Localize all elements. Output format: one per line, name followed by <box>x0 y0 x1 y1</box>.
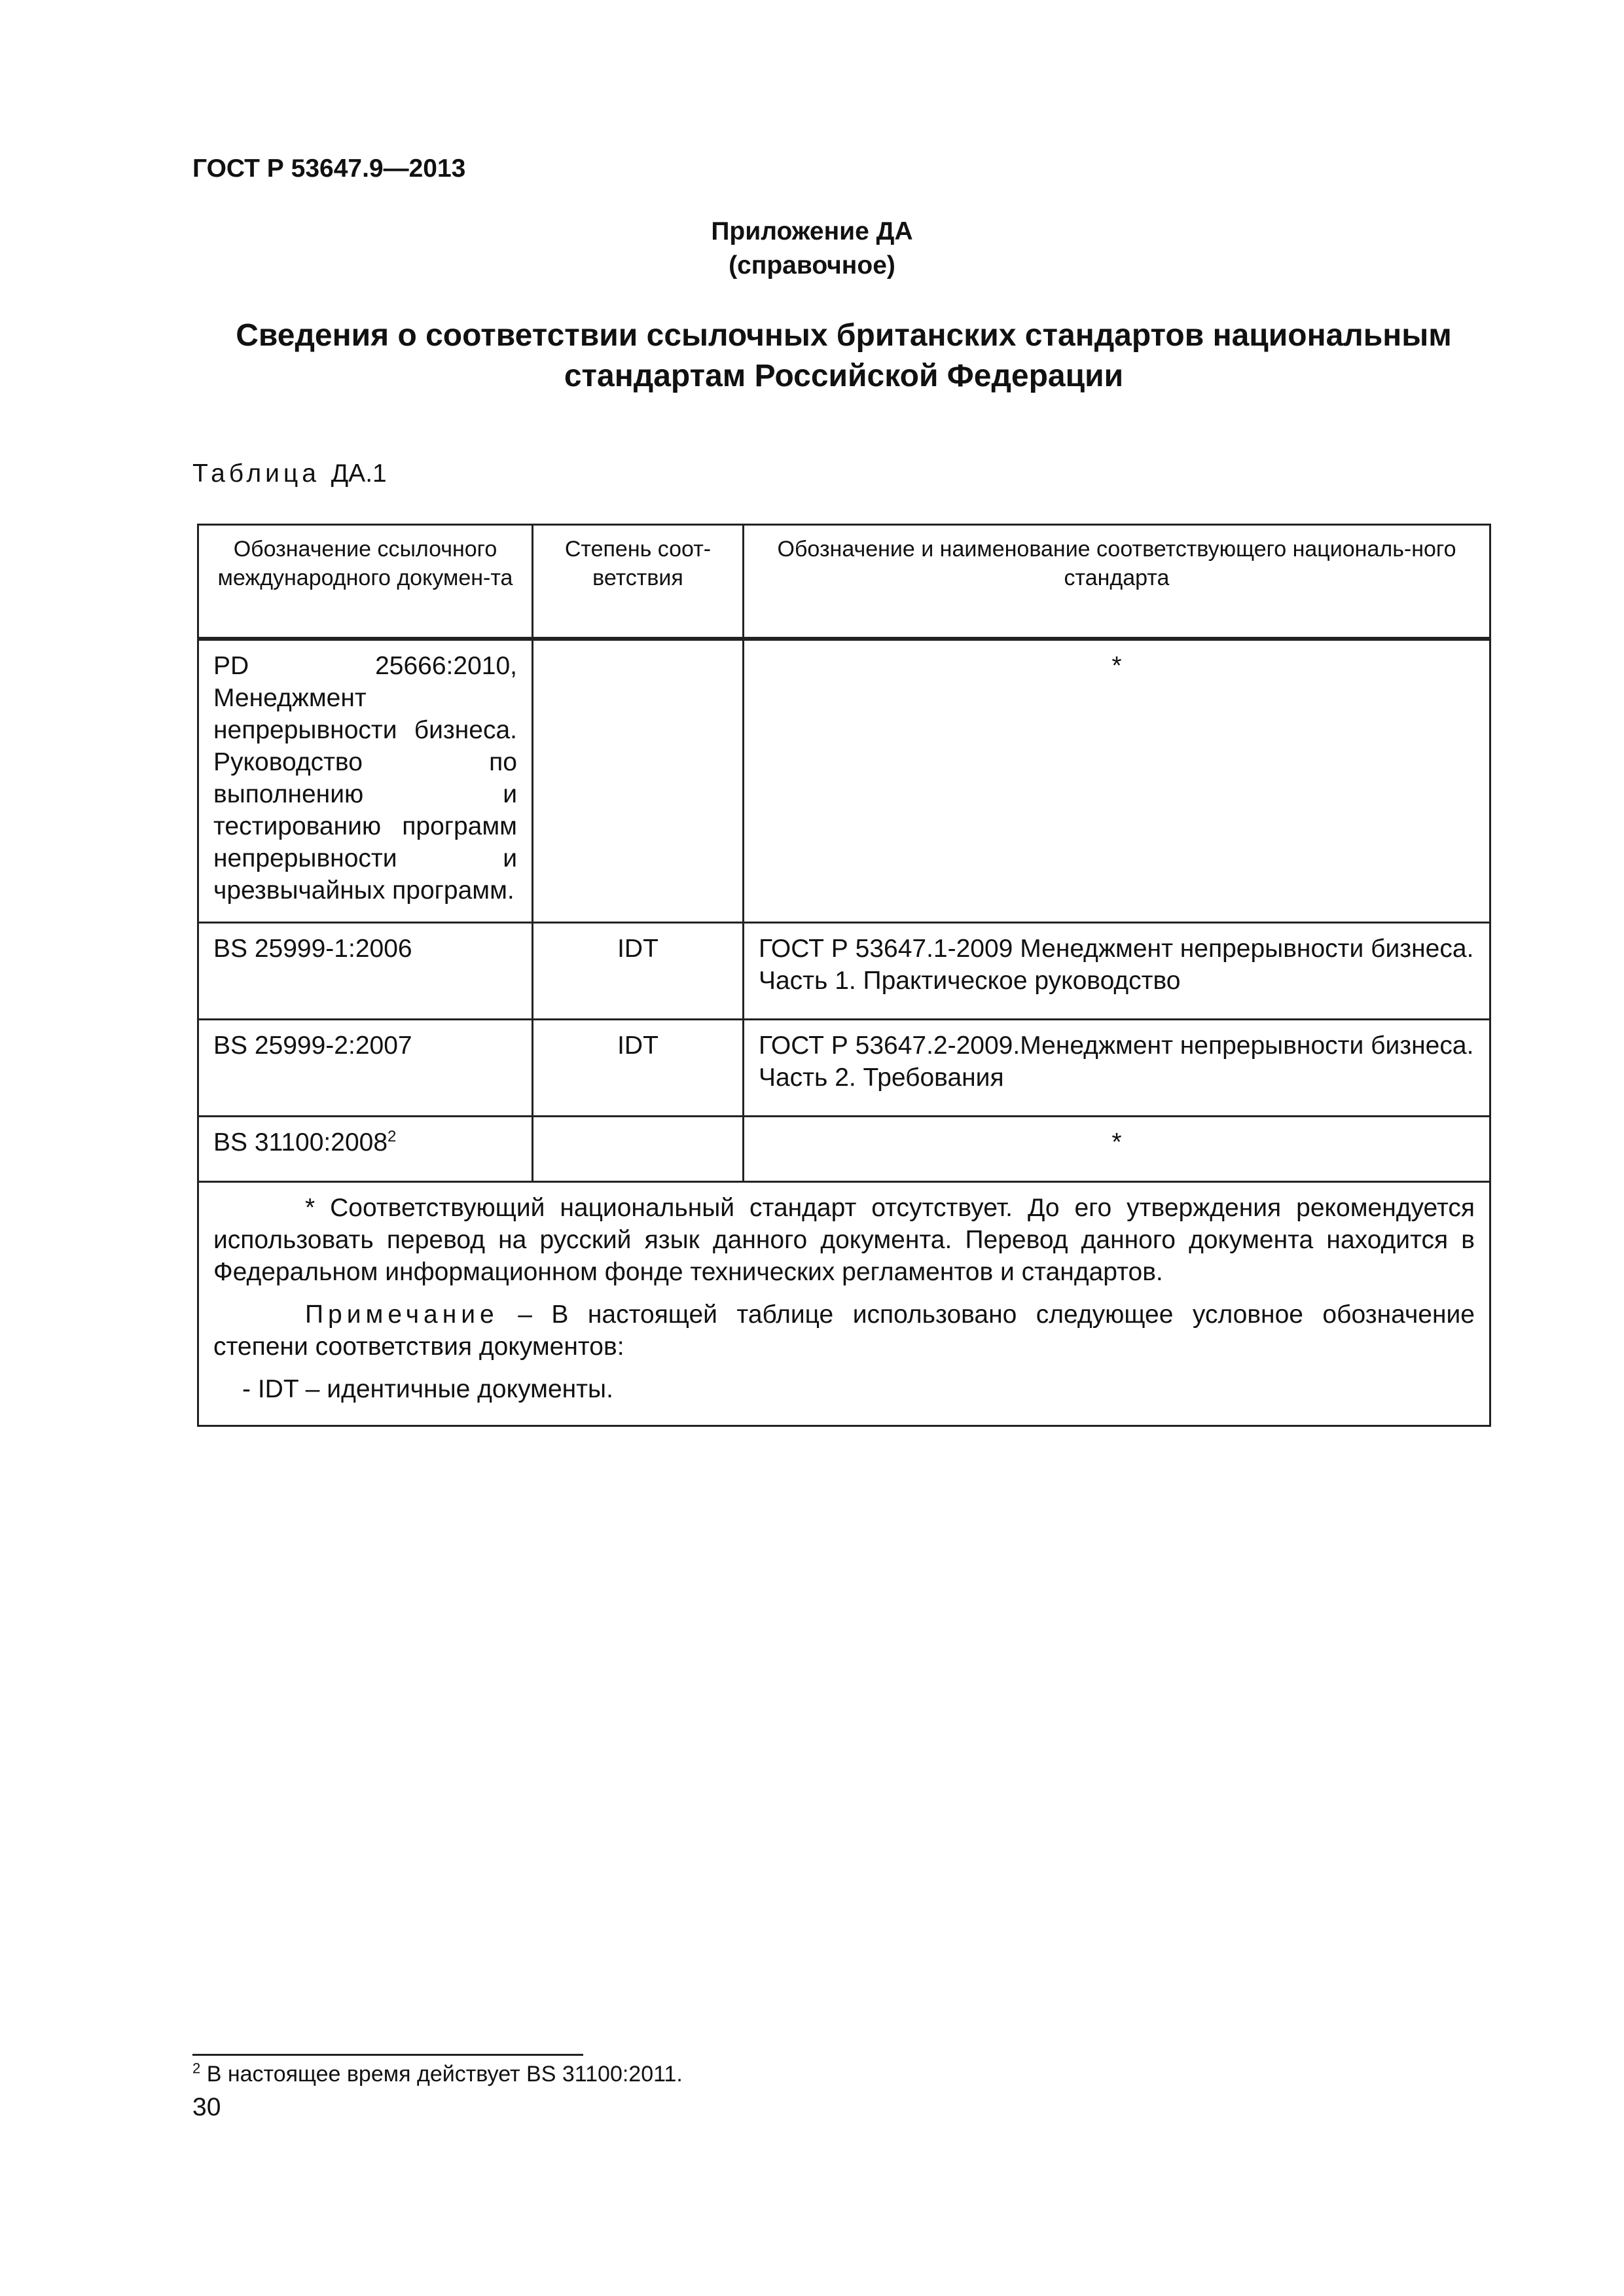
appendix-label: Приложение ДА <box>711 217 913 245</box>
document-code: ГОСТ Р 53647.9—2013 <box>192 154 466 183</box>
note <box>213 1299 1475 1363</box>
footnote <box>192 2062 683 2087</box>
degree-cell: IDT <box>533 923 744 1020</box>
column-header-degree: Степень соот-ветствия <box>533 525 744 639</box>
appendix-type: (справочное) <box>729 251 895 279</box>
note-text: – В настоящей таблице использовано следующее условное обозначение степени соответствия документов: <box>213 1300 1475 1361</box>
table-row <box>198 1020 1490 1117</box>
column-header-reference: Обозначение ссылочного международного докумен-та <box>198 525 533 639</box>
national-standard-cell: * <box>744 639 1490 923</box>
page-number: 30 <box>192 2093 221 2121</box>
national-standard-cell: ГОСТ Р 53647.2-2009.Менеджмент непрерывности бизнеса. Часть 2. Требования <box>744 1020 1490 1117</box>
footnote-marker: 2 <box>388 1128 397 1145</box>
footnote-divider <box>192 2054 583 2056</box>
reference-cell <box>198 1117 533 1182</box>
table-row <box>198 639 1490 923</box>
degree-cell: IDT <box>533 1020 744 1117</box>
degree-cell <box>533 1117 744 1182</box>
table-notes <box>198 1182 1490 1426</box>
table-row <box>198 923 1490 1020</box>
appendix-heading <box>0 215 1624 283</box>
reference-cell: PD 25666:2010, Менеджмент непрерывности бизнеса. Руководство по выполнению и тестированию программ непрерывности и чрезвычайных программ. <box>198 639 533 923</box>
table-caption <box>192 459 387 488</box>
footnote-text: В настоящее время действует BS 31100:2011. <box>200 2062 683 2087</box>
footnote-number: 2 <box>192 2060 201 2077</box>
table-caption-word: Таблица <box>192 459 320 488</box>
table-notes-row <box>198 1182 1490 1426</box>
table-row <box>198 1117 1490 1182</box>
national-standard-cell: * <box>744 1117 1490 1182</box>
reference-cell: BS 25999-2:2007 <box>198 1020 533 1117</box>
note-label: Примечание <box>305 1300 499 1329</box>
reference-text: BS 31100:2008 <box>213 1128 388 1157</box>
table-caption-number: ДА.1 <box>331 459 387 488</box>
table-header-row <box>198 525 1490 639</box>
title-line-1: Сведения о соответствии ссылочных британских стандартов национальным <box>236 318 1452 353</box>
correspondence-table <box>197 524 1491 1427</box>
page-title <box>192 315 1495 397</box>
national-standard-cell: ГОСТ Р 53647.1-2009 Менеджмент непрерывности бизнеса. Часть 1. Практическое руководство <box>744 923 1490 1020</box>
title-line-2: стандартам Российской Федерации <box>564 359 1124 393</box>
degree-cell <box>533 639 744 923</box>
reference-cell: BS 25999-1:2006 <box>198 923 533 1020</box>
star-note: * Соответствующий национальный стандарт отсутствует. До его утверждения рекомендуется использовать перевод на русский язык данного документа. Перевод данного документа находится в Федеральном информационном фонде технических регламентов и стандартов. <box>213 1194 1475 1286</box>
column-header-national: Обозначение и наименование соответствующего националь-ного стандарта <box>744 525 1490 639</box>
idt-definition: - IDT – идентичные документы. <box>242 1375 613 1403</box>
